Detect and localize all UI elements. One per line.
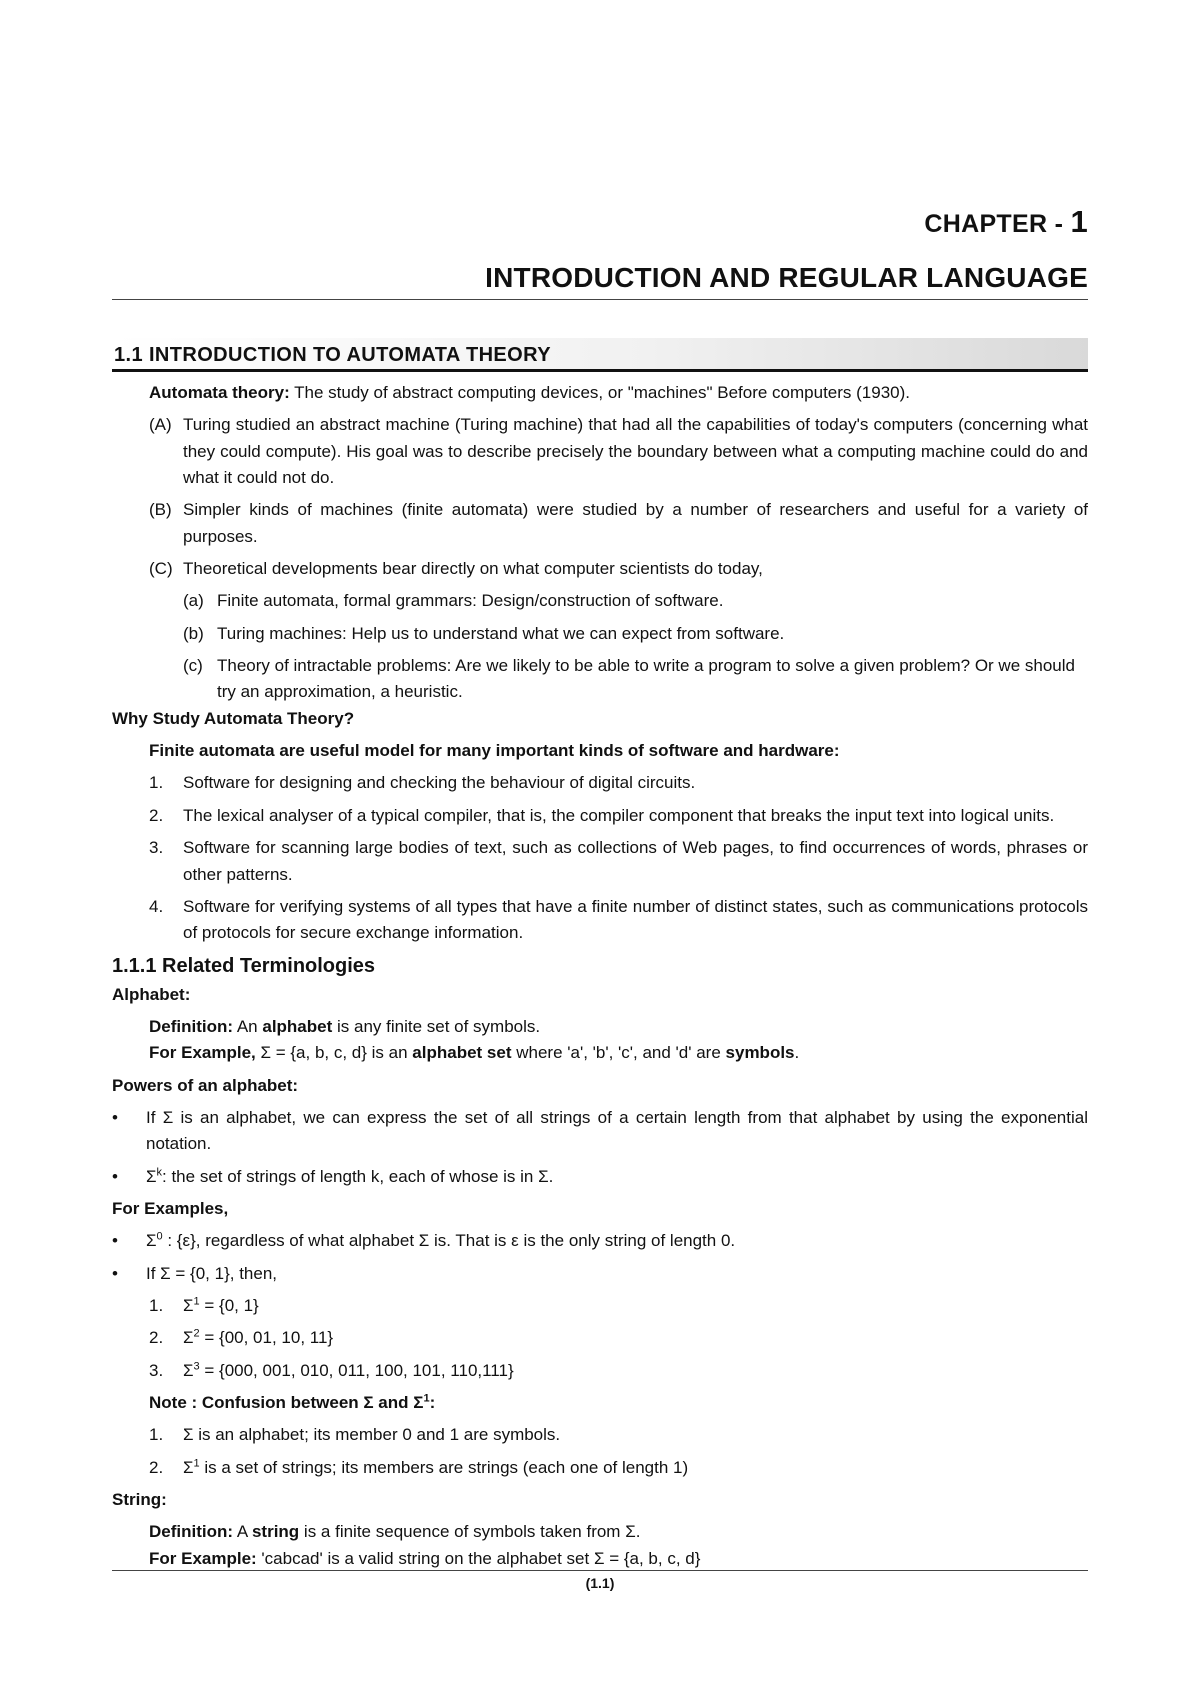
why-heading: Why Study Automata Theory? <box>112 708 355 728</box>
list-marker: 2. <box>149 1457 164 1477</box>
history-list <box>112 412 1088 705</box>
bullet-text: If Σ = {0, 1}, then, <box>146 1263 278 1283</box>
bullet-icon: • <box>112 1263 118 1283</box>
list-text: Theory of intractable problems: Are we likely to be able to write a program to solve a given problem? Or we should try an approximation, a heuristic. <box>217 656 1075 702</box>
superscript: 0 <box>156 1230 163 1243</box>
why-list <box>112 770 1088 946</box>
list-marker: (B) <box>149 500 172 520</box>
list-item <box>149 894 1088 947</box>
note-heading <box>112 1390 1088 1416</box>
text-run: is a set of strings; its members are strings (each one of length 1) <box>199 1457 689 1477</box>
intro-text: The study of abstract computing devices, or "machines" Before computers (1930). <box>289 383 911 402</box>
list-text <box>183 1422 1088 1448</box>
intro-term: Automata theory: <box>149 383 290 402</box>
text-run: Σ is an alphabet; its member 0 and 1 are symbols. <box>183 1425 561 1445</box>
alphabet-example <box>112 1040 1088 1066</box>
text-run: is any finite set of symbols. <box>332 1016 541 1036</box>
chapter-number: 1 <box>1070 204 1088 239</box>
text-run: . <box>794 1043 800 1063</box>
page-number: (1.1) <box>585 1575 615 1591</box>
list-text: The lexical analyser of a typical compiler, that is, the compiler component that breaks the input text into logical units. <box>183 805 1055 825</box>
text-run: Σ <box>183 1295 194 1315</box>
list-marker: (c) <box>183 656 203 676</box>
bullet-item <box>112 1164 1088 1190</box>
list-item <box>149 1293 1088 1319</box>
list-item <box>149 803 1088 829</box>
text-run: Σ <box>146 1166 157 1186</box>
chapter-divider <box>112 299 1088 300</box>
list-item <box>149 1325 1088 1351</box>
intro-paragraph <box>112 380 1088 406</box>
alphabet-heading: Alphabet: <box>112 984 191 1004</box>
text-run: Note : Confusion between Σ and Σ <box>149 1393 424 1412</box>
chapter-title: INTRODUCTION AND REGULAR LANGUAGE <box>485 262 1088 293</box>
example-label: For Example: <box>149 1548 257 1568</box>
emphasis: alphabet set <box>412 1043 512 1063</box>
text-run: 'cabcad' is a valid string on the alphabet set Σ = {a, b, c, d} <box>256 1548 701 1568</box>
bullet-item <box>112 1105 1088 1158</box>
text-run: Σ = {a, b, c, d} is an <box>255 1043 413 1063</box>
list-marker: 4. <box>149 896 164 916</box>
list-item <box>149 1358 1088 1384</box>
list-text: Finite automata, formal grammars: Design/construction of software. <box>217 591 724 611</box>
list-item <box>183 621 1088 647</box>
list-item <box>149 412 1088 491</box>
list-text: Software for designing and checking the behaviour of digital circuits. <box>183 773 696 793</box>
powers-heading: Powers of an alphabet: <box>112 1075 299 1095</box>
list-text <box>183 1455 1088 1481</box>
list-text: Simpler kinds of machines (finite automata) were studied by a number of researchers and useful for a variety of purposes. <box>183 500 1088 546</box>
superscript: 3 <box>193 1360 200 1372</box>
superscript: 1 <box>423 1392 430 1405</box>
emphasis: symbols <box>725 1043 795 1063</box>
bullet-item <box>112 1261 1088 1287</box>
list-text: Software for verifying systems of all types that have a finite number of distinct states, such as communications protocols of protocols for secure exchange information. <box>183 896 1088 943</box>
list-text: Turing studied an abstract machine (Turing machine) that had all the capabilities of today's computers (concerning what they could compute). His goal was to describe precisely the boundary between what a computing machine could do and what it could not do. <box>183 415 1088 488</box>
list-text: Theoretical developments bear directly on what computer scientists do today, <box>183 559 763 579</box>
examples-heading: For Examples, <box>112 1198 229 1218</box>
text-run: = {0, 1} <box>199 1295 259 1315</box>
list-text: Software for scanning large bodies of text, such as collections of Web pages, to find occurrences of words, phrases or other patterns. <box>183 838 1088 884</box>
chapter-label-text: CHAPTER - <box>924 210 1071 238</box>
sub-list <box>149 588 1088 705</box>
text-run: : the set of strings of length k, each of whose is in Σ. <box>162 1166 554 1186</box>
list-item <box>183 653 1088 706</box>
text-run: Σ <box>183 1328 194 1348</box>
superscript: k <box>156 1165 163 1178</box>
list-marker: (a) <box>183 591 204 611</box>
list-item <box>149 556 1088 582</box>
list-text <box>183 1358 1088 1384</box>
emphasis: alphabet <box>262 1016 333 1036</box>
list-item <box>149 835 1088 888</box>
list-text <box>183 1293 1088 1319</box>
definition-label: Definition: <box>149 1016 234 1036</box>
list-item <box>149 1422 1088 1448</box>
text-run: Σ <box>183 1360 194 1380</box>
example-label: For Example, <box>149 1043 256 1063</box>
list-text <box>183 1325 1088 1351</box>
note-list <box>112 1422 1088 1481</box>
text-run: A <box>233 1522 252 1542</box>
list-marker: (b) <box>183 623 204 643</box>
list-item <box>149 770 1088 796</box>
list-item <box>149 497 1088 550</box>
powers-example-list <box>112 1293 1088 1384</box>
terminologies-heading: 1.1.1 Related Terminologies <box>112 954 376 977</box>
bullet-icon: • <box>112 1107 118 1127</box>
text-run: = {00, 01, 10, 11} <box>199 1328 334 1348</box>
bullet-icon: • <box>112 1166 118 1186</box>
text-run: = {000, 001, 010, 011, 100, 101, 110,111} <box>199 1360 514 1380</box>
footer-divider <box>112 1570 1088 1571</box>
bullet-text <box>146 1228 1088 1254</box>
list-marker: 1. <box>149 1295 164 1315</box>
text-run: : {ε}, regardless of what alphabet Σ is. That is ε is the only string of length 0. <box>162 1231 736 1251</box>
string-definition <box>112 1519 1088 1545</box>
list-marker: (C) <box>149 559 173 579</box>
string-heading: String: <box>112 1490 167 1510</box>
bullet-text <box>146 1164 1088 1190</box>
bullet-icon: • <box>112 1231 118 1251</box>
bullet-text: If Σ is an alphabet, we can express the set of all strings of a certain length from that alphabet by using the exponential notation. <box>146 1107 1088 1154</box>
section-heading-bar <box>112 338 1088 372</box>
string-example <box>112 1546 1088 1572</box>
list-text: Turing machines: Help us to understand what we can expect from software. <box>217 623 785 643</box>
why-lead: Finite automata are useful model for many important kinds of software and hardware: <box>149 741 840 761</box>
list-marker: (A) <box>149 415 172 435</box>
superscript: 2 <box>193 1327 200 1340</box>
text-run: An <box>233 1016 263 1036</box>
alphabet-definition <box>112 1014 1088 1040</box>
list-marker: 3. <box>149 1360 164 1380</box>
text-run: : <box>429 1393 436 1412</box>
text-run: where 'a', 'b', 'c', and 'd' are <box>511 1043 726 1063</box>
list-marker: 1. <box>149 773 164 793</box>
list-item <box>183 588 1088 614</box>
list-marker: 1. <box>149 1425 164 1445</box>
list-marker: 2. <box>149 805 164 825</box>
definition-label: Definition: <box>149 1522 234 1542</box>
text-run: Σ <box>146 1231 157 1251</box>
list-marker: 3. <box>149 838 164 858</box>
list-marker: 2. <box>149 1328 164 1348</box>
bullet-item <box>112 1228 1088 1254</box>
superscript: 1 <box>193 1295 200 1308</box>
text-run: Σ <box>183 1457 194 1477</box>
list-item <box>149 1455 1088 1481</box>
superscript: 1 <box>193 1457 200 1470</box>
chapter-label <box>924 198 1088 246</box>
emphasis: string <box>251 1522 300 1542</box>
main-content <box>112 380 1088 1572</box>
section-title: 1.1 INTRODUCTION TO AUTOMATA THEORY <box>114 344 551 366</box>
text-run: is a finite sequence of symbols taken from Σ. <box>299 1522 641 1542</box>
